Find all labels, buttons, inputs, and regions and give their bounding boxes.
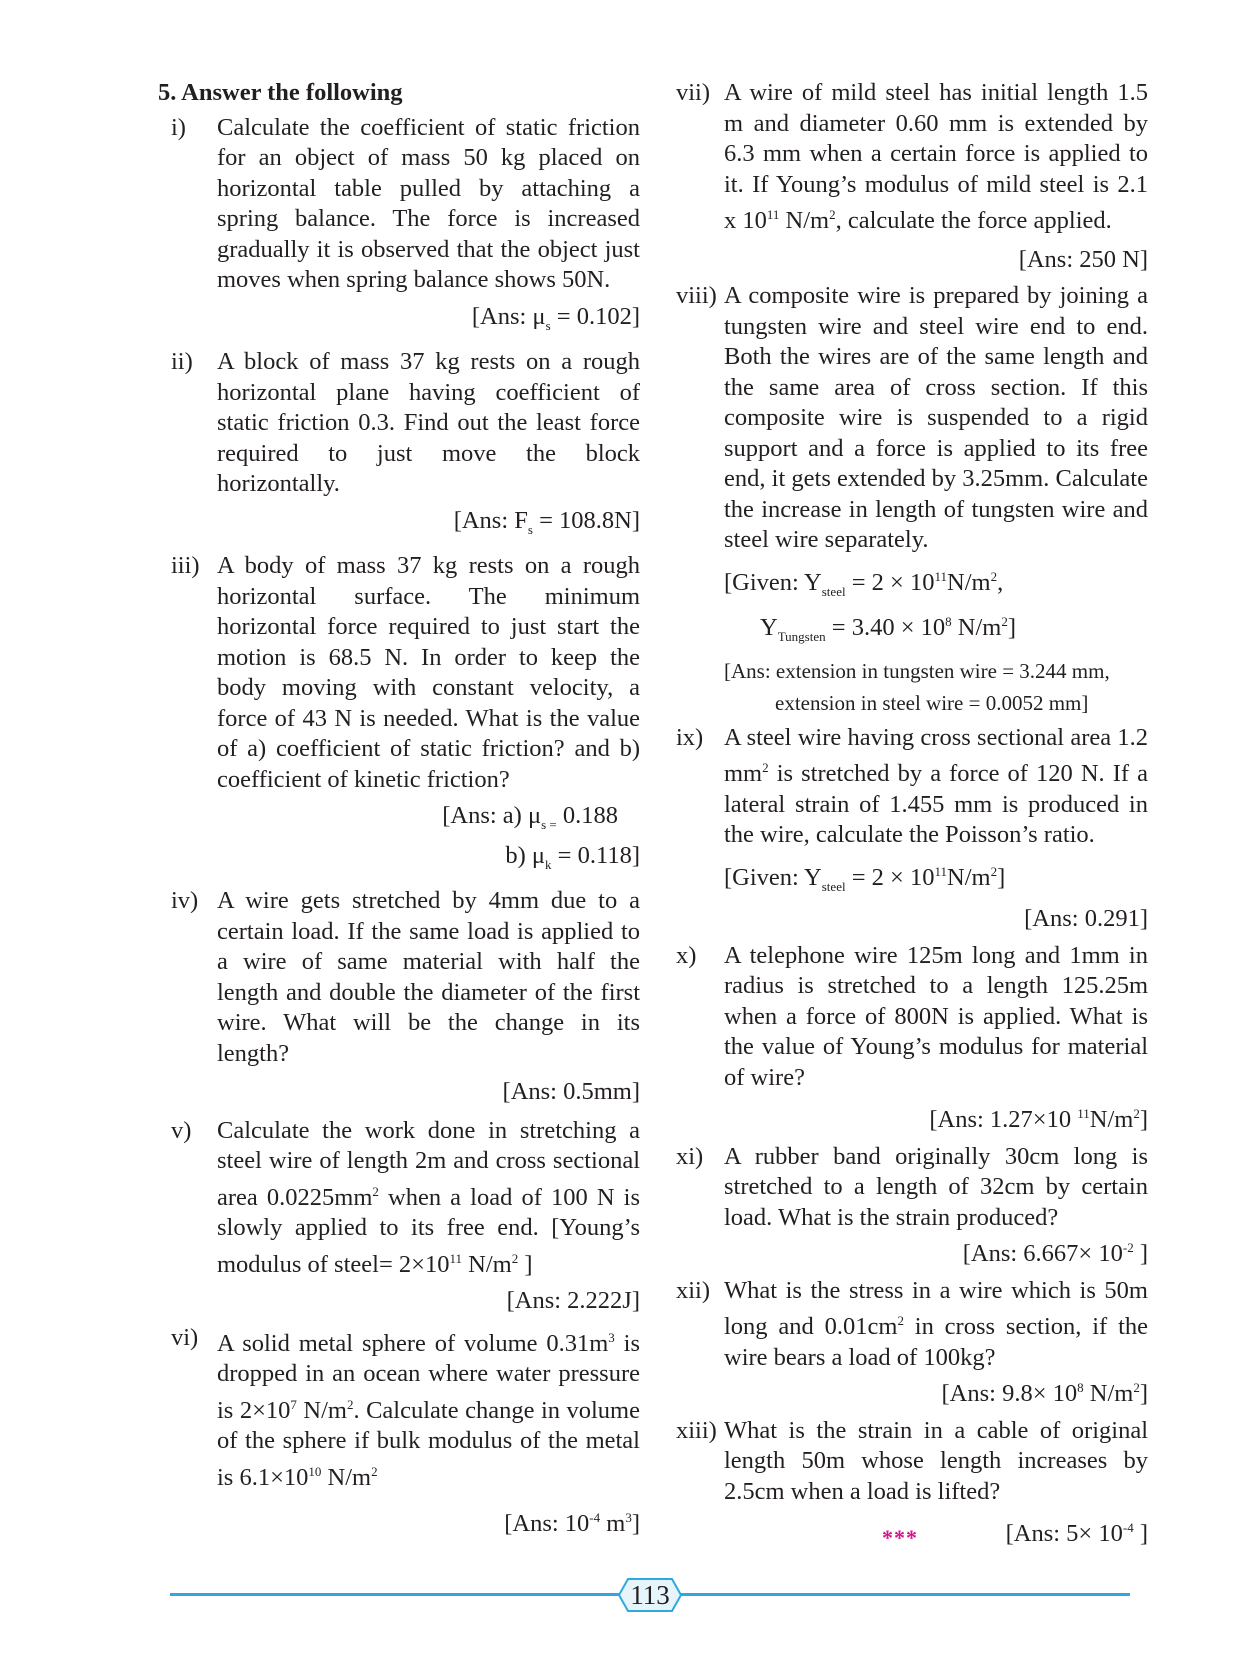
answer-x: [Ans: 1.27×10 $^{11}N/m^2$]: [929, 1106, 1148, 1133]
question-number: ii): [171, 348, 193, 375]
answer-i: [Ans: $\mu_s = 0.102$]: [471, 302, 640, 333]
answer-xiii: [Ans: $5\times 10^{-4}$ ]: [1005, 1520, 1148, 1547]
given-viii: [Given: $Y_{steel} = 2 \times 10^{11}N/m^2$,: [724, 568, 1004, 599]
question-number: v): [171, 1116, 192, 1144]
footer-rule-right: [680, 1593, 1130, 1596]
question-number: vii): [676, 79, 711, 106]
question-number: xiii): [676, 1416, 717, 1444]
question-number: xi): [676, 1142, 704, 1170]
question-text: A body of mass 37 kg rests on a rough horizontal surface. The minimum horizontal force required to just start the motion is 68.5 N. In order to keep the body moving with constant velocity, a force of 43 N is needed. What is the value of a) coefficient of static friction? and b) coefficient of kinetic friction?: [217, 552, 640, 793]
question-iv: [158, 886, 640, 1069]
question-viii: [672, 281, 1148, 556]
question-vii: [672, 78, 1148, 237]
question-xii: [672, 1276, 1148, 1374]
answer-xii: [Ans: $9.8\times 10^8$ $N/m^2$]: [941, 1380, 1148, 1407]
question-number: i): [171, 113, 186, 141]
question-text: A solid metal sphere of volume $0.31m^3$ is dropped in an ocean where water pressure is $2\times 10^7$ $N/m^2$. Calculate change in volume of the sphere if bulk modulus of the metal is $6.1\times 10^{10}$ $N/m^2$: [217, 1329, 640, 1491]
section-end-stars: ***: [882, 1525, 918, 1550]
question-number: ix): [676, 723, 704, 751]
answer-v: [Ans: 2.222J]: [506, 1287, 640, 1314]
question-i: [158, 113, 640, 296]
question-v: [158, 1116, 640, 1281]
question-number: iv): [171, 887, 199, 914]
question-number: x): [676, 941, 697, 969]
question-ix: [672, 723, 1148, 851]
answer-iii: [Ans: a) $\mu_{s =}$ 0.188: [442, 802, 618, 832]
question-text: Calculate the coefficient of static friction for an object of mass 50 kg placed on horizontal table pulled by attaching a spring balance. The force is increased gradually it is observed that the object just moves when spring balance shows 50N.: [217, 113, 640, 293]
question-number: xii): [676, 1276, 711, 1304]
question-text: A block of mass 37 kg rests on a rough horizontal plane having coefficient of static friction 0.3. Find out the least force required to just move the block horizontally.: [217, 348, 640, 497]
question-text: A telephone wire 125m long and 1mm in radius is stretched to a length 125.25m when a force of 800N is applied. What is the value of Young’s modulus for material of wire?: [724, 941, 1148, 1091]
page-number: [618, 1578, 682, 1612]
section-heading: 5. Answer the following: [158, 79, 403, 106]
question-text: A steel wire having cross sectional area 1.2 $mm^2$ is stretched by a force of 120 N. If a lateral strain of 1.455 mm is produced in the wire, calculate the Poisson’s ratio.: [724, 723, 1148, 848]
question-text: A rubber band originally 30cm long is stretched to a length of 32cm by certain load. What is the strain produced?: [724, 1142, 1148, 1231]
answer-iii-b: b) $\mu_k = 0.118$]: [505, 841, 640, 872]
answer-vi: [Ans: $10^{-4}$ $m^3$]: [504, 1510, 640, 1537]
question-text: What is the strain in a cable of original length 50m whose length increases by 2.5cm when a load is lifted?: [724, 1416, 1148, 1505]
answer-iv: [Ans: 0.5mm]: [502, 1078, 640, 1105]
question-xi: [672, 1142, 1148, 1234]
left-column: [158, 78, 640, 1546]
question-number: viii): [676, 282, 717, 309]
given-viii-line2: $Y_{Tungsten} = 3.40 \times 10^8$ $N/m^2$]: [760, 614, 1017, 644]
question-number: vi): [171, 1323, 199, 1351]
question-vi: [158, 1323, 640, 1494]
answer-viii-line2: extension in steel wire = 0.0052 mm]: [775, 690, 1089, 715]
question-text: A composite wire is prepared by joining a tungsten wire and steel wire end to end. Both the wires are of the same length and the same area of cross section. If this composite wire is suspended to a rigid support and a force is applied to its free end, it gets extended by 3.25mm. Calculate the increase in length of tungsten wire and steel wire separately.: [724, 282, 1148, 553]
question-x: [672, 941, 1148, 1094]
answer-ii: [Ans: $F_s = 108.8N$]: [453, 506, 640, 537]
question-iii: [158, 551, 640, 795]
question-ii: [158, 347, 640, 500]
question-text: A wire of mild steel has initial length 1.5 m and diameter 0.60 mm is extended by 6.3 mm when a certain force is applied to it. If Young’s modulus of mild steel is 2.1 x $10^{11}$ $N/m^2$, calculate the force applied.: [724, 79, 1148, 234]
page-number-text: 113: [630, 1580, 670, 1610]
question-text: Calculate the work done in stretching a steel wire of length 2m and cross sectional area $0.0225mm^2$ when a load of 100 N is slowly applied to its free end. [Young’s modulus of steel= $2\times 10^{11}$ $N/m^2$ ]: [217, 1116, 640, 1278]
given-ix: [Given: $Y_{steel} = 2 \times 10^{11}N/m^2$]: [724, 863, 1006, 894]
right-column: [672, 78, 1148, 1556]
question-text: A wire gets stretched by 4mm due to a certain load. If the same load is applied to a wire of same material with half the length and double the diameter of the first wire. What will be the change in its length?: [217, 887, 640, 1067]
question-number: iii): [171, 552, 200, 579]
question-text: What is the stress in a wire which is 50m long and $0.01cm^2$ in cross section, if the wire bears a load of 100kg?: [724, 1276, 1148, 1371]
question-xiii: [672, 1416, 1148, 1508]
answer-viii: [Ans: extension in tungsten wire = 3.244 mm,: [724, 658, 1110, 683]
answer-ix: [Ans: 0.291]: [1024, 905, 1148, 932]
answer-vii: [Ans: 250 N]: [1018, 245, 1148, 273]
answer-xi: [Ans: $6.667\times 10^{-2}$ ]: [962, 1240, 1148, 1267]
footer-rule-left: [170, 1593, 622, 1596]
